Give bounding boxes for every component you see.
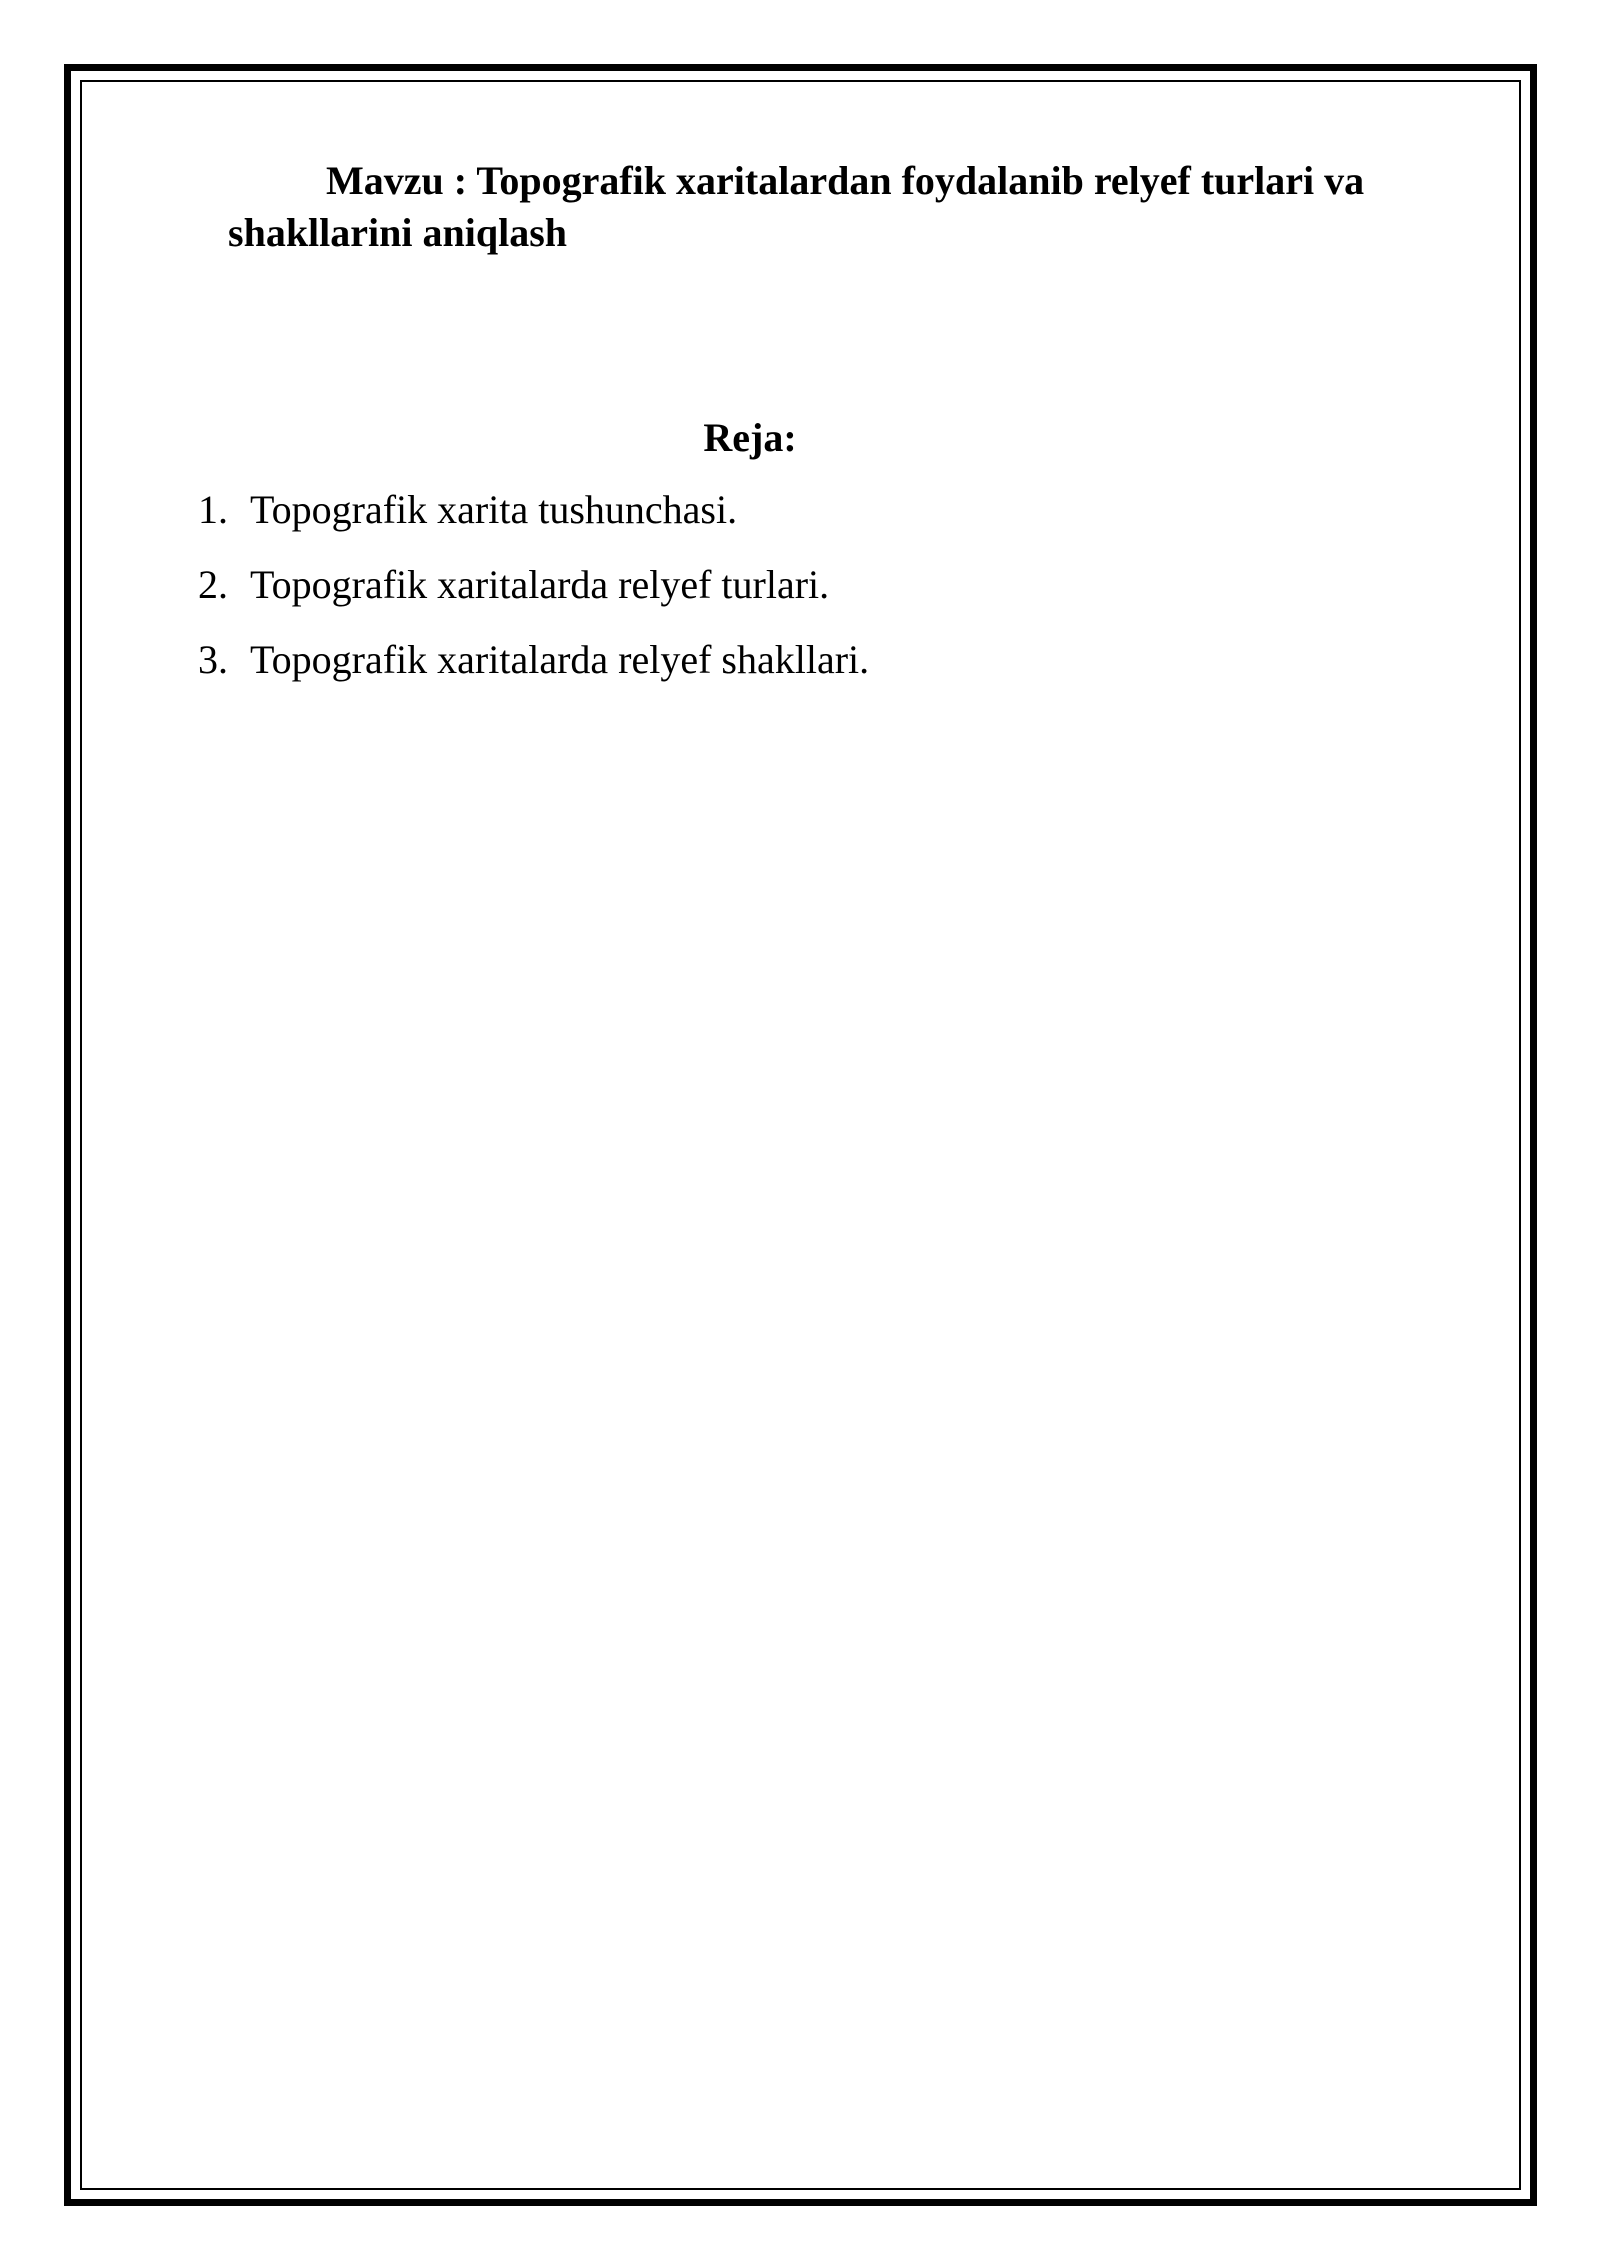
list-item-text: Topografik xaritalarda relyef shakllari. bbox=[250, 637, 870, 682]
plan-list bbox=[198, 484, 869, 709]
list-item-number: 1. bbox=[198, 487, 228, 532]
plan-heading: Reja: bbox=[703, 415, 797, 460]
list-item-text: Topografik xaritalarda relyef turlari. bbox=[250, 562, 830, 607]
list-item-number: 2. bbox=[198, 562, 228, 607]
list-item bbox=[198, 484, 869, 559]
page-border-inner bbox=[80, 80, 1521, 2190]
document-title: Mavzu : Topografik xaritalardan foydalanib relyef turlari va shakllarini aniqlash bbox=[228, 158, 1365, 255]
list-item-text: Topografik xarita tushunchasi. bbox=[250, 487, 738, 532]
list-item bbox=[198, 559, 869, 634]
list-item-number: 3. bbox=[198, 637, 228, 682]
list-item bbox=[198, 634, 869, 709]
